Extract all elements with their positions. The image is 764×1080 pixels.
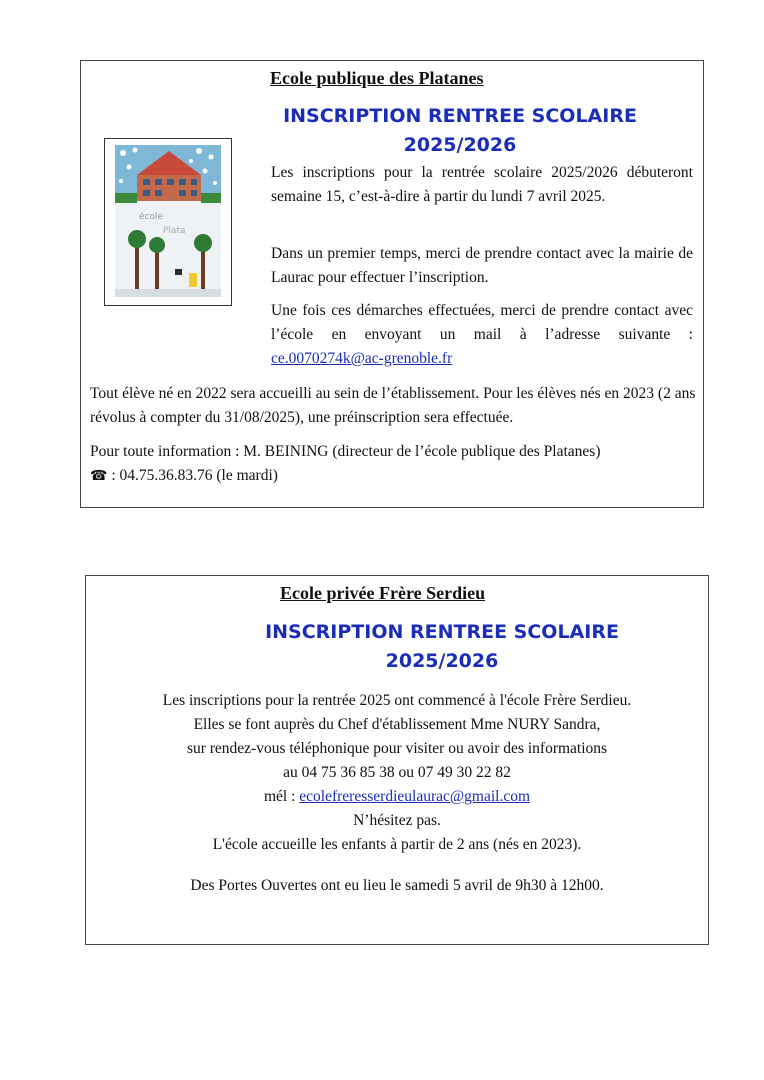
- public-school-para-eligibility: Tout élève né en 2022 sera accueilli au sein de l’établissement. Pour les élèves nés en 2023 (2 ans révolus à compter du 31/08/2025), une préinscription sera effectuée.: [90, 385, 696, 426]
- private-school-line: sur rendez-vous téléphonique pour visiter ou avoir des informations: [186, 740, 608, 757]
- telephone-icon: ☎: [90, 468, 108, 484]
- public-school-heading: [270, 102, 650, 160]
- public-school-phone: : 04.75.36.83.76 (le mardi): [107, 467, 278, 484]
- public-school-contact-text: Une fois ces démarches effectuées, merci de prendre contact avec l’école en envoyant un mail à l’adresse suivante :: [271, 302, 693, 343]
- public-school-heading-line1: INSCRIPTION RENTREE SCOLAIRE: [283, 105, 637, 127]
- private-school-mail-prefix: mél :: [263, 788, 300, 805]
- private-school-line: Elles se font auprès du Chef d'établissement Mme NURY Sandra,: [193, 716, 601, 733]
- private-school-heading-line2: 2025/2026: [385, 650, 499, 672]
- school-drawing-image: [104, 138, 232, 306]
- private-school-details: [85, 689, 709, 857]
- public-school-para-mairie: Dans un premier temps, merci de prendre contact avec la mairie de Laurac pour effectuer l’inscription.: [271, 245, 693, 286]
- private-school-hesitez: N’hésitez pas.: [353, 812, 441, 829]
- public-school-para-dates: Les inscriptions pour la rentrée scolaire 2025/2026 débuteront semaine 15, c’est-à-dire à partir du lundi 7 avril 2025.: [271, 164, 693, 205]
- private-school-phone-line: au 04 75 36 85 38 ou 07 49 30 22 82: [283, 764, 511, 781]
- public-school-title: Ecole publique des Platanes: [270, 68, 484, 88]
- public-school-info-line: Pour toute information : M. BEINING (directeur de l’école publique des Platanes): [90, 443, 601, 460]
- public-school-info: [90, 440, 700, 488]
- child-drawing-illustration: [115, 145, 221, 297]
- svg-text:école: école: [139, 212, 164, 222]
- private-school-title: Ecole privée Frère Serdieu: [280, 583, 486, 603]
- private-school-heading: [262, 618, 622, 676]
- private-school-open-days: Des Portes Ouvertes ont eu lieu le samedi 5 avril de 9h30 à 12h00.: [190, 877, 604, 894]
- svg-text:Plata: Plata: [163, 226, 186, 236]
- private-school-line: Les inscriptions pour la rentrée 2025 ont commencé à l'école Frère Serdieu.: [162, 692, 632, 709]
- private-school-heading-line1: INSCRIPTION RENTREE SCOLAIRE: [265, 621, 619, 643]
- public-school-para-contact: [271, 299, 693, 371]
- public-school-email-link[interactable]: ce.0070274k@ac-grenoble.fr: [271, 350, 453, 367]
- private-school-age: L'école accueille les enfants à partir de 2 ans (nés en 2023).: [212, 836, 582, 853]
- private-school-email-link[interactable]: ecolefreresserdieulaurac@gmail.com: [299, 788, 531, 805]
- public-school-heading-line2: 2025/2026: [403, 134, 517, 156]
- private-school-mail-line: [85, 785, 709, 809]
